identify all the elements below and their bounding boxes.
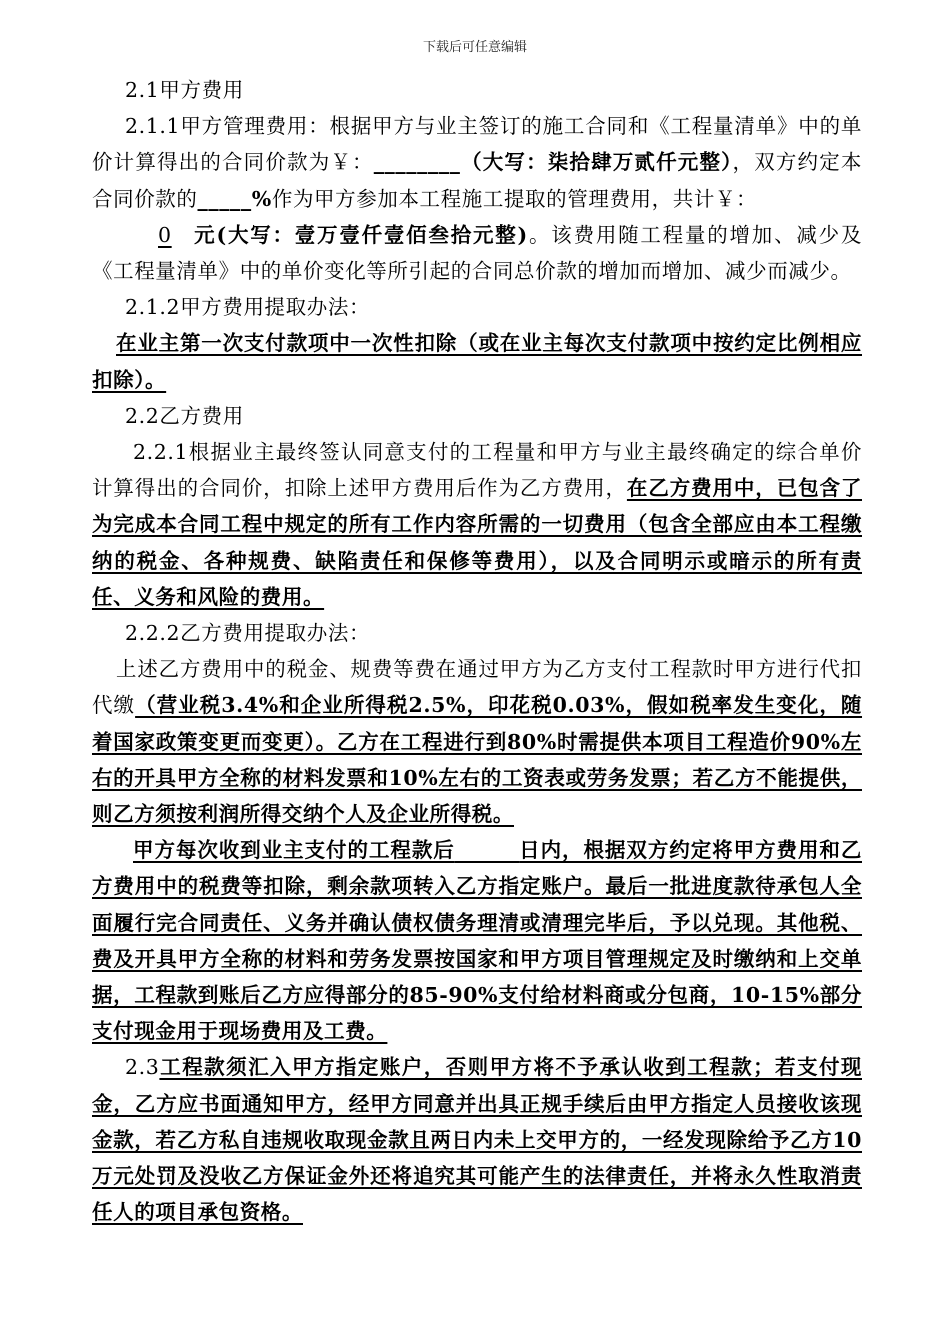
s211-blank-1: ________ bbox=[373, 150, 461, 175]
s211-tail: 。该费用随工程量的增加、减少及《工程量清单》中的单价变化等所引起的合同总价款的增加而增加、减少而减少。 bbox=[92, 222, 862, 284]
section-2-1-2-body: 在业主第一次支付款项中一次性扣除（或在业主每次支付款项中按约定比例相应扣除）。 bbox=[92, 331, 862, 392]
section-2-3 bbox=[92, 1049, 862, 1230]
s211-mid-1: ，双方约定本合同价款的 bbox=[92, 150, 862, 211]
s222-p2-blank bbox=[455, 838, 519, 862]
s221-underlined: 在乙方费用中，已包含了为完成本合同工程中规定的所有工作内容所需的一切费用（包含全部应由本工程缴纳的税金、各种规费、缺陷责任和保修等费用），以及合同明示或暗示的所有责任、义务和风险的费用。 bbox=[92, 476, 862, 609]
s222-p2-body: 日内，根据双方约定将甲方费用和乙方费用中的税费等扣除，剩余款项转入乙方指定账户。最后一批进度款待承包人全面履行完合同责任、义务并确认债权债务理清或清理完毕后，予以兑现。其他税、费及开具甲方全称的材料和劳务发票按国家和甲方项目管理规定及时缴纳和上交单据，工程款到账后乙方应得部分的85-90%支付给材料商或分包商，10-15%部分支付现金用于现场费用及工费。 bbox=[92, 838, 862, 1044]
s211-fee-amount: 0 bbox=[158, 222, 172, 247]
s211-blank-2: _____ bbox=[197, 186, 252, 211]
section-2-1-title: 2.1甲方费用 bbox=[125, 78, 244, 102]
s23-number: 2.3 bbox=[125, 1055, 160, 1080]
s211-amount-words-1: （大写：柒拾肆万贰仟元整） bbox=[460, 150, 733, 175]
section-2-2-1 bbox=[92, 434, 862, 615]
s211-yuan: 元 bbox=[193, 222, 217, 247]
section-2-2-2-para-1 bbox=[92, 651, 862, 832]
section-2-1-1 bbox=[92, 108, 862, 289]
s221-lead: 2.2.1根据业主最终签认同意支付的工程量和甲方与业主最终确定的综合单价计算得出的合同价，扣除上述甲方费用后作为乙方费用， bbox=[92, 440, 862, 501]
s211-percent: % bbox=[251, 186, 272, 211]
s222-underlined: （营业税3.4%和企业所得税2.5%，印花税0.03%，假如税率发生变化，随着国家政策变更而变更）。乙方在工程进行到80%时需提供本项目工程造价90%左右的开具甲方全称的材料发票和10%左右的工资表或劳务发票；若乙方不能提供，则乙方须按利润所得交纳个人及企业所得税。 bbox=[92, 693, 863, 827]
s211-amount-words-2: (大写：壹万壹仟壹佰叁拾元整) bbox=[216, 222, 528, 247]
s23-body: 工程款须汇入甲方指定账户，否则甲方将不予承认收到工程款；若支付现金，乙方应书面通知甲方，经甲方同意并出具正规手续后由甲方指定人员接收该现金款，若乙方私自违规收取现金款且两日内未上交甲方的，一经发现除给予乙方10万元处罚及没收乙方保证金外还将追究其可能产生的法律责任，并将永久性取消责任人的项目承包资格。 bbox=[92, 1055, 862, 1225]
section-2-2-2-title: 2.2.2乙方费用提取办法： bbox=[125, 621, 371, 646]
page-header: 下载后可任意编辑 bbox=[422, 40, 527, 55]
document-body bbox=[92, 72, 862, 1231]
section-2-2-2-para-2 bbox=[92, 832, 862, 1049]
s222-p2-lead: 甲方每次收到业主支付的工程款后 bbox=[133, 838, 455, 863]
section-2-2-title: 2.2乙方费用 bbox=[125, 403, 244, 428]
s211-lead: 2.1.1甲方管理费用：根据甲方与业主签订的施工合同和《工程量清单》中的单价计算得出的合同价款为￥： bbox=[92, 114, 862, 175]
section-2-1-2-title: 2.1.2甲方费用提取办法： bbox=[125, 295, 371, 320]
s222-lead: 上述乙方费用中的税金、规费等费在通过甲方为乙方支付工程款时甲方进行代扣代缴 bbox=[92, 657, 862, 718]
s211-mid-2: 作为甲方参加本工程施工提取的管理费用，共计￥： bbox=[271, 186, 758, 211]
